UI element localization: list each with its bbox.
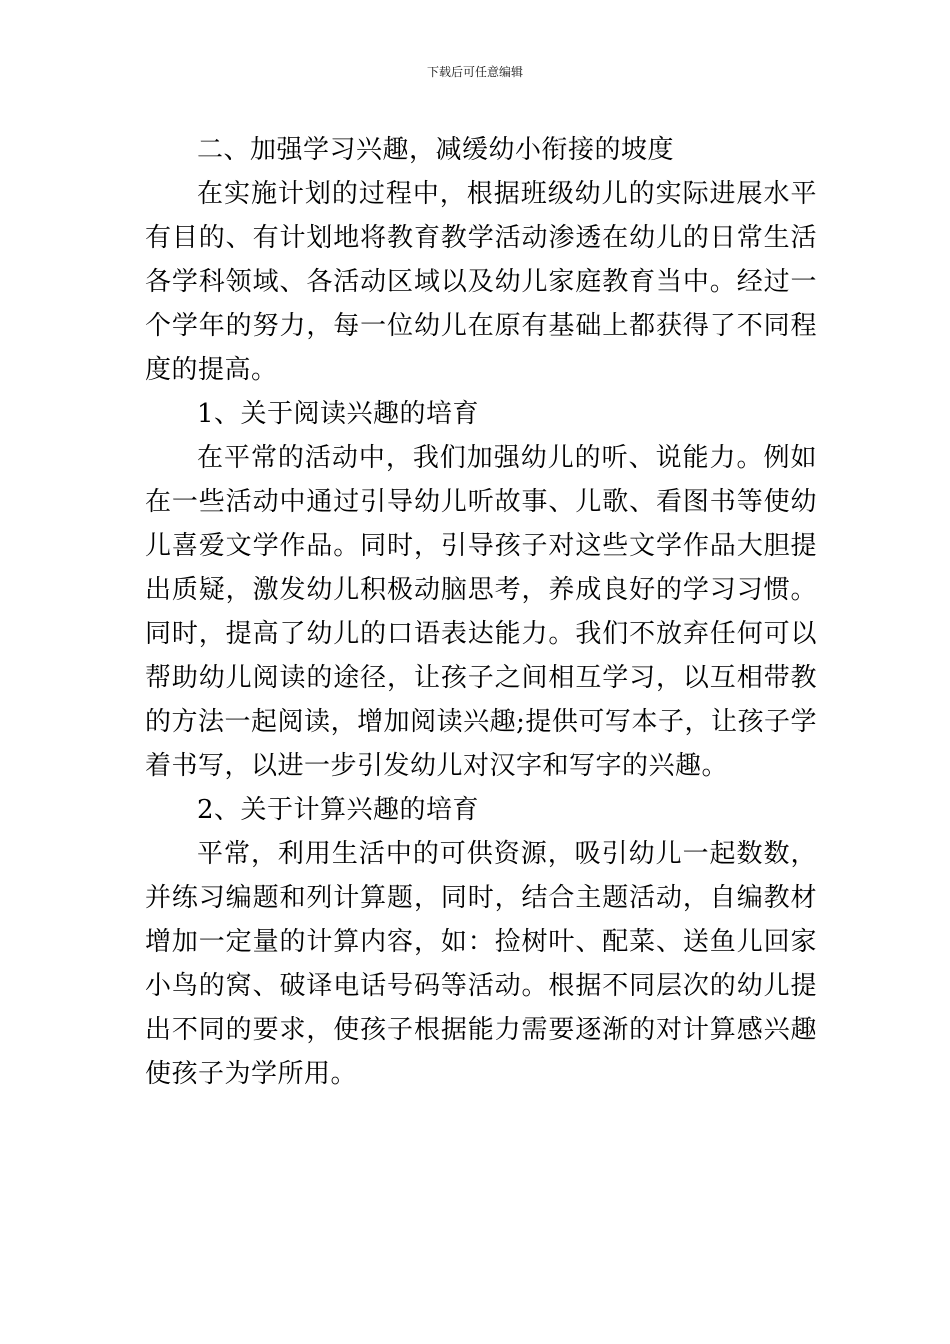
page-header-note: 下载后可任意编辑 [426,65,523,79]
body-paragraph: 在实施计划的过程中，根据班级幼儿的实际进展水平有目的、有计划地将教育教学活动渗透在幼儿的日常生活各学科领域、各活动区域以及幼儿家庭教育当中。经过一个学年的努力，每一位幼儿在原有基础上都获得了不同程度的提高。 [145,179,817,385]
document-body [145,128,817,1096]
subsection-heading: 1、关于阅读兴趣的培育 [197,399,480,429]
body-paragraph: 在平常的活动中，我们加强幼儿的听、说能力。例如在一些活动中通过引导幼儿听故事、儿歌、看图书等使幼儿喜爱文学作品。同时，引导孩子对这些文学作品大胆提出质疑，激发幼儿积极动脑思考，养成良好的学习习惯。同时，提高了幼儿的口语表达能力。我们不放弃任何可以帮助幼儿阅读的途径，让孩子之间相互学习，以互相带教的方法一起阅读，增加阅读兴趣;提供可写本子，让孩子学着书写，以进一步引发幼儿对汉字和写字的兴趣。 [145,443,817,781]
body-paragraph: 平常，利用生活中的可供资源，吸引幼儿一起数数，并练习编题和列计算题，同时，结合主题活动，自编教材增加一定量的计算内容，如：捡树叶、配菜、送鱼儿回家小鸟的窝、破译电话号码等活动。根据不同层次的幼儿提出不同的要求，使孩子根据能力需要逐渐的对计算感兴趣使孩子为学所用。 [145,839,817,1089]
section-heading: 二、加强学习兴趣，减缓幼小衔接的坡度 [197,135,675,165]
subsection-heading: 2、关于计算兴趣的培育 [197,795,480,825]
